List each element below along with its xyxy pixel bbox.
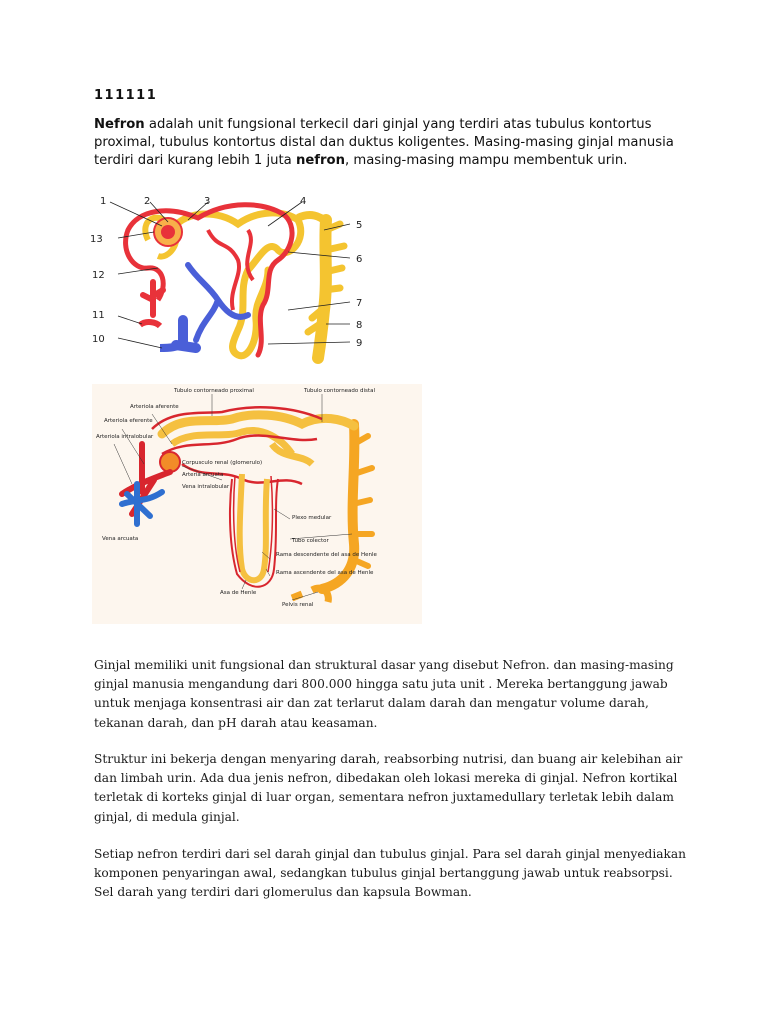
intro-text-1: adalah unit fungsional terkecil dari ginjal yang terdiri atas tubulus kontortus proximal, tubulus kontortus distal dan duktus koligentes. Masing-masing ginjal manusia terdiri dari kurang lebih 1 juta: [94, 117, 674, 168]
label-rama-descendente: Rama descendente del asa de Henle: [276, 552, 377, 558]
label-tubo-colector: Tubo colector: [292, 538, 329, 544]
paragraph-2: Struktur ini bekerja dengan menyaring darah, reabsorbing nutrisi, dan buang air kelebihan air dan limbah urin. Ada dua jenis nefron, dibedakan oleh lokasi mereka di ginjal. Nefron kortikal terletak di korteks ginjal di luar organ, sementara nefron juxtamedullary terletak lebih dalam ginjal, di medula ginjal.: [94, 752, 683, 824]
label-5: 5: [356, 220, 363, 231]
label-arteria-arcuata: Arteria arcuata: [182, 472, 224, 478]
label-9: 9: [356, 338, 363, 349]
label-8: 8: [356, 320, 363, 331]
label-pelvis-renal: Pelvis renal: [282, 602, 314, 608]
label-6: 6: [356, 254, 363, 265]
glomerulus: [161, 225, 175, 239]
label-vena-intralobular: Vena intralobular: [182, 484, 230, 490]
intro-paragraph: [94, 116, 674, 170]
label-13: 13: [90, 234, 103, 245]
label-vena-arcuata: Vena arcuata: [102, 536, 139, 542]
label-3: 3: [204, 196, 211, 207]
intro-text-2: , masing-masing mampu membentuk urin.: [344, 153, 628, 168]
label-glomerulo: Corpusculo renal (glomerulo): [182, 460, 263, 466]
label-arteriola-eferente: Arteriola eferente: [104, 418, 153, 424]
term-nefron-2: nefron: [295, 153, 345, 168]
label-1: 1: [100, 196, 107, 207]
label-2: 2: [144, 196, 151, 207]
label-tubulo-proximal: Tubulo contorneado proximal: [174, 388, 254, 394]
label-arteriola-aferente: Arteriola aferente: [130, 404, 179, 410]
label-rama-ascendente: Rama ascendente del asa de Henle: [276, 570, 374, 576]
term-nefron: Nefron: [94, 117, 145, 132]
label-arteriola-intralobular: Arteriola intralobular: [96, 434, 154, 440]
document-heading: 111111: [94, 88, 158, 103]
label-4: 4: [300, 196, 307, 207]
label-asa-henle: Asa de Henle: [220, 590, 257, 596]
nephron-diagram-2: [92, 384, 422, 624]
label-10: 10: [92, 334, 105, 345]
label-plexo-medular: Plexo medular: [292, 515, 332, 521]
nephron-diagram-1: [88, 190, 378, 366]
label-tubulo-distal: Tubulo contorneado distal: [304, 388, 375, 394]
label-7: 7: [356, 298, 363, 309]
label-12: 12: [92, 270, 105, 281]
label-11: 11: [92, 310, 105, 321]
paragraph-1: Ginjal memiliki unit fungsional dan struktural dasar yang disebut Nefron. dan masing-masing ginjal manusia mengandung dari 800.000 hingga satu juta unit . Mereka bertanggung jawab untuk menjaga konsentrasi air dan zat terlarut dalam darah dan mengatur volume darah, tekanan darah, dan pH darah atau keasaman.: [94, 658, 674, 730]
paragraph-3: Setiap nefron terdiri dari sel darah ginjal dan tubulus ginjal. Para sel darah ginjal menyediakan komponen penyaringan awal, sedangkan tubulus ginjal bertanggung jawab untuk reabsorpsi. Sel darah yang terdiri dari glomerulus dan kapsula Bowman.: [94, 847, 687, 900]
